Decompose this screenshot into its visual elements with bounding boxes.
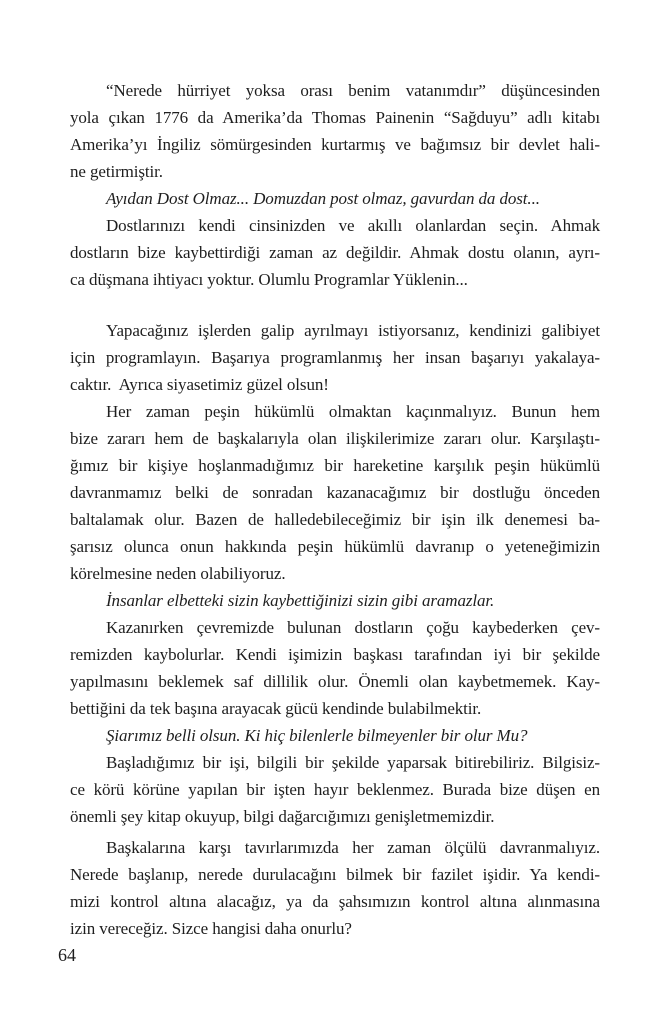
text-line: Dostlarınızı kendi cinsinizden ve akıllı olanlardan seçin. Ahmak xyxy=(106,216,600,235)
text-line: Ayıdan Dost Olmaz... Domuzdan post olmaz, gavurdan da dost... xyxy=(106,189,540,208)
paragraph xyxy=(70,834,600,942)
paragraph xyxy=(70,398,600,587)
text-line: İnsanlar elbetteki sizin kaybettiğinizi sizin gibi aramazlar. xyxy=(106,591,495,610)
paragraph xyxy=(70,722,600,749)
text-line: Amerika’yı İngiliz sömürgesinden kurtarmış ve bağımsız bir devlet hali- xyxy=(70,135,600,154)
text-line: remizden kaybolurlar. Kendi işimizin başkası tarafından iyi bir şekilde xyxy=(70,645,600,664)
paragraph xyxy=(70,212,600,293)
text-line: davranmamız belki de sonradan kazanacağımız bir dostluğu önceden xyxy=(70,483,600,502)
text-line: dostların bize kaybettirdiği zaman az değildir. Ahmak dostu olanın, ayrı- xyxy=(70,243,600,262)
text-line: Nerede başlanıp, nerede durulacağını bilmek bir fazilet işidir. Ya kendi- xyxy=(70,865,600,884)
paragraph xyxy=(70,317,600,398)
text-line: yapılmasını beklemek saf dillilik olur. Önemli olan kaybetmemek. Kay- xyxy=(70,672,600,691)
paragraph xyxy=(70,587,600,614)
text-line: Başkalarına karşı tavırlarımızda her zaman ölçülü davranmalıyız. xyxy=(106,838,600,857)
text-line: Yapacağınız işlerden galip ayrılmayı istiyorsanız, kendinizi galibiyet xyxy=(106,321,600,340)
page-text xyxy=(70,77,600,942)
text-line: Kazanırken çevremizde bulunan dostların çoğu kaybederken çev- xyxy=(106,618,600,637)
page-number: 64 xyxy=(58,945,76,965)
paragraph xyxy=(70,185,600,212)
text-line: körelmesine neden olabiliyoruz. xyxy=(70,564,286,583)
text-line: caktır. Ayrıca siyasetimiz güzel olsun! xyxy=(70,375,329,394)
text-line: izin vereceğiz. Sizce hangisi daha onurlu? xyxy=(70,919,352,938)
text-line: ğımız bir kişiye hoşlanmadığımız bir hareketine karşılık peşin hükümlü xyxy=(70,456,600,475)
text-line: ca düşmana ihtiyacı yoktur. Olumlu Programlar Yüklenin... xyxy=(70,270,468,289)
text-line: için programlayın. Başarıya programlanmış her insan başarıyı yakalaya- xyxy=(70,348,600,367)
text-line: Her zaman peşin hükümlü olmaktan kaçınmalıyız. Bunun hem xyxy=(106,402,600,421)
text-line: bettiğini da tek başına arayacak gücü kendinde bulabilmektir. xyxy=(70,699,482,718)
text-line: bize zararı hem de başkalarıyla olan ilişkilerimize zararı olur. Karşılaştı- xyxy=(70,429,600,448)
text-line: ne getirmiştir. xyxy=(70,162,163,181)
text-line: şarısız olunca onun hakkında peşin hükümlü davranıp o yeteneğimizin xyxy=(70,537,600,556)
text-line: önemli şey kitap okuyup, bilgi dağarcığımızı genişletmemizdir. xyxy=(70,807,495,826)
text-line: mizi kontrol altına alacağız, ya da şahsımızın kontrol altına alınmasına xyxy=(70,892,600,911)
text-line: baltalamak olur. Bazen de halledebileceğimiz bir işin ilk denemesi ba- xyxy=(70,510,600,529)
paragraph xyxy=(70,614,600,722)
text-line: Başladığımız bir işi, bilgili bir şekilde yaparsak bitirebiliriz. Bilgisiz- xyxy=(106,753,600,772)
paragraph xyxy=(70,77,600,185)
text-line: “Nerede hürriyet yoksa orası benim vatanımdır” düşüncesinden xyxy=(106,81,600,100)
paragraph xyxy=(70,749,600,830)
text-line: ce körü körüne yapılan bir işten hayır beklenmez. Burada bize düşen en xyxy=(70,780,600,799)
text-line: Şiarımız belli olsun. Ki hiç bilenlerle bilmeyenler bir olur Mu? xyxy=(106,726,528,745)
text-line: yola çıkan 1776 da Amerika’da Thomas Painenin “Sağduyu” adlı kitabı xyxy=(70,108,600,127)
